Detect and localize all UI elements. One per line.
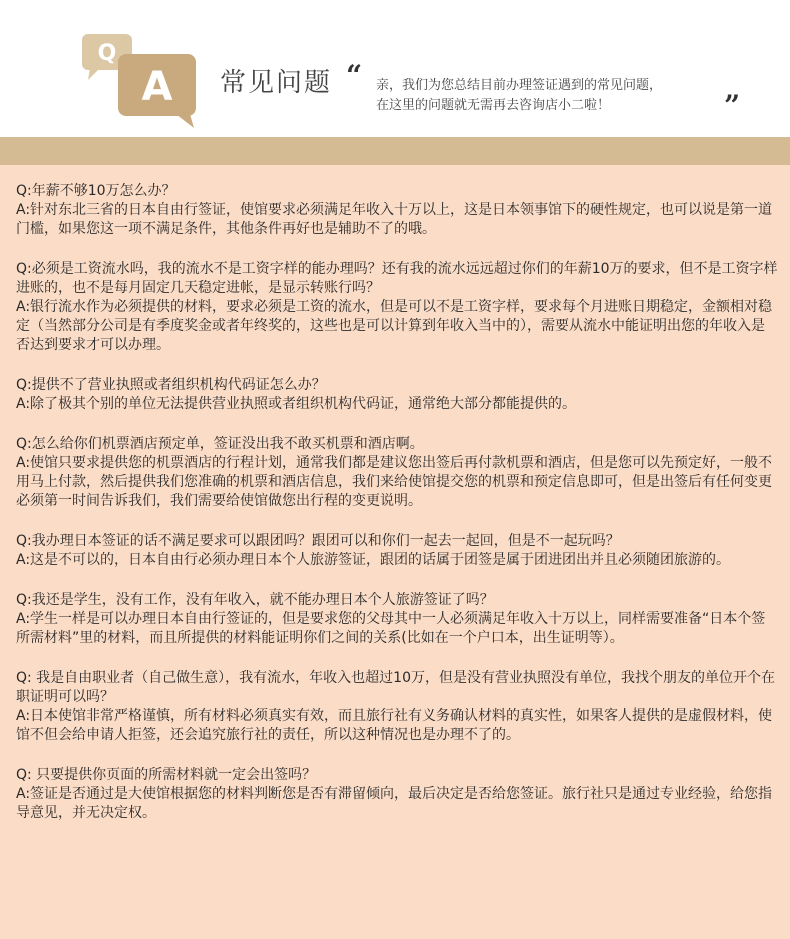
faq-item-8 <box>16 766 778 823</box>
faq-question: Q: 只要提供你页面的所需材料就一定会出签吗？ <box>16 767 317 783</box>
faq-item-2 <box>16 260 778 355</box>
faq-answer: A:针对东北三省的日本自由行签证，使馆要求必须满足年收入十万以上，这是日本领事馆下的硬性规定，也可以说是第一道门槛，如果您这一项不满足条件，其他条件再好也是辅助不了的哦。 <box>16 202 773 237</box>
faq-answer: A:银行流水作为必须提供的材料，要求必须是工资的流水，但是可以不是工资字样，要求每个月进账日期稳定，金额相对稳定（当然部分公司是有季度奖金或者年终奖的，这些也是可以计算到年收入当中的），需要从流水中能证明出您的年收入是否达到要求才可以办理。 <box>16 299 773 353</box>
faq-answer: A:日本使馆非常严格谨慎，所有材料必须真实有效，而且旅行社有义务确认材料的真实性，如果客人提供的是虚假材料，使馆不但会给申请人拒签，还会追究旅行社的责任，所以这种情况也是办理不了的。 <box>16 708 773 743</box>
page-title: 常见问题 <box>220 68 333 98</box>
faq-answer: A:这是不可以的，日本自由行必须办理日本个人旅游签证，跟团的话属于团签是属于团进团出并且必须随团旅游的。 <box>16 552 731 568</box>
faq-question: Q:我还是学生，没有工作，没有年收入，就不能办理日本个人旅游签证了吗？ <box>16 592 494 608</box>
faq-item-6 <box>16 591 778 648</box>
divider-band <box>0 137 790 165</box>
faq-list <box>16 182 778 844</box>
faq-question: Q:提供不了营业执照或者组织机构代码证怎么办？ <box>16 377 326 393</box>
faq-item-1 <box>16 182 778 239</box>
qa-logo-icon <box>82 32 212 132</box>
intro-line-2: 在这里的问题就无需再去咨询店小二啦！ <box>376 98 611 113</box>
header <box>0 0 790 137</box>
logo-a-letter: A <box>141 64 173 110</box>
faq-item-7 <box>16 669 778 745</box>
faq-item-4 <box>16 435 778 511</box>
faq-section <box>0 165 790 939</box>
faq-answer: A:除了极其个别的单位无法提供营业执照或者组织机构代码证，通常绝大部分都能提供的。 <box>16 396 577 412</box>
faq-question: Q:怎么给你们机票酒店预定单，签证没出我不敢买机票和酒店啊。 <box>16 436 424 452</box>
faq-question: Q:年薪不够10万怎么办？ <box>16 183 176 199</box>
intro-line-1: 亲，我们为您总结目前办理签证遇到的常见问题， <box>376 78 663 93</box>
quote-open-mark: “ <box>346 59 363 92</box>
faq-question: Q:必须是工资流水吗，我的流水不是工资字样的能办理吗？还有我的流水远远超过你们的年薪10万的要求，但不是工资字样进账的，也不是每月固定几天稳定进帐，是显示转账行吗？ <box>16 261 778 296</box>
faq-answer: A:使馆只要求提供您的机票酒店的行程计划，通常我们都是建议您出签后再付款机票和酒店，但是您可以先预定好，一般不用马上付款，然后提供我们您准确的机票和酒店信息，我们来给使馆提交您的机票和预定信息即可，但是出签后有任何变更必须第一时间告诉我们，我们需要给使馆做您出行程的变更说明。 <box>16 455 773 509</box>
faq-question: Q: 我是自由职业者（自己做生意），我有流水，年收入也超过10万，但是没有营业执照没有单位，我找个朋友的单位开个在职证明可以吗？ <box>16 670 775 705</box>
quote-close-mark: ” <box>724 89 741 122</box>
faq-answer: A:学生一样是可以办理日本自由行签证的，但是要求您的父母其中一人必须满足年收入十万以上，同样需要准备“日本个签所需材料”里的材料，而且所提供的材料能证明你们之间的关系(比如在一个户口本，出生证明等）。 <box>16 611 766 646</box>
logo-q-letter: Q <box>97 41 117 66</box>
intro-text <box>376 76 662 116</box>
faq-item-3 <box>16 376 778 414</box>
faq-question: Q:我办理日本签证的话不满足要求可以跟团吗？跟团可以和你们一起去一起回，但是不一起玩吗？ <box>16 533 620 549</box>
faq-answer: A:签证是否通过是大使馆根据您的材料判断您是否有滞留倾向，最后决定是否给您签证。旅行社只是通过专业经验，给您指导意见，并无决定权。 <box>16 786 773 821</box>
faq-item-5 <box>16 532 778 570</box>
